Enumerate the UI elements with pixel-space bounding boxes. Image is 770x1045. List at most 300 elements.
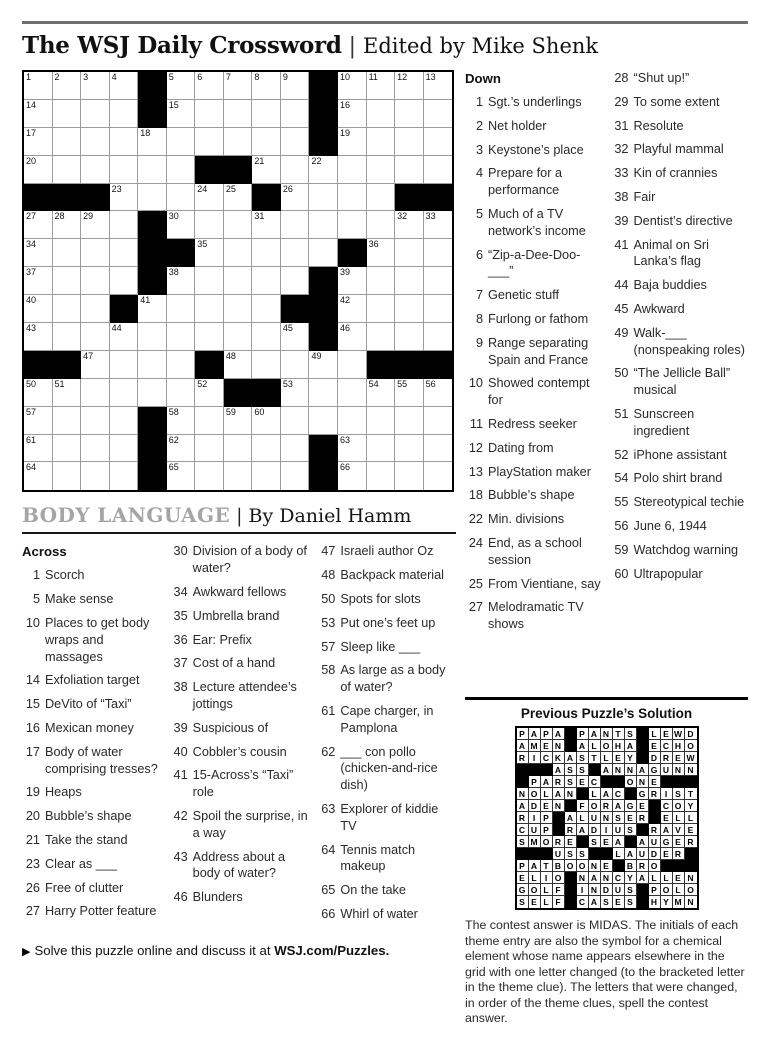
grid-cell[interactable] [24, 407, 53, 435]
grid-cell[interactable] [367, 323, 396, 351]
grid-cell[interactable] [367, 379, 396, 407]
black-square [589, 764, 601, 776]
clue-item [611, 301, 749, 318]
grid-cell[interactable] [167, 295, 196, 323]
grid-cell[interactable] [167, 128, 196, 156]
grid-cell[interactable] [53, 323, 82, 351]
grid-cell[interactable] [24, 462, 53, 490]
page-title: The WSJ Daily Crossword [22, 32, 342, 59]
grid-cell[interactable] [81, 72, 110, 100]
solution-cell: E [661, 728, 673, 740]
grid-cell[interactable] [167, 323, 196, 351]
grid-cell[interactable] [224, 211, 253, 239]
cell-number: 63 [340, 434, 351, 445]
clue-number: 30 [173, 544, 188, 559]
grid-cell[interactable] [138, 128, 167, 156]
grid-cell[interactable] [338, 184, 367, 212]
clue-text: ___ con pollo (chicken-and-rice dish) [340, 744, 438, 793]
grid-cell[interactable] [53, 379, 82, 407]
solution-cell: O [685, 740, 697, 752]
grid-cell[interactable] [338, 267, 367, 295]
solution-cell: S [577, 764, 589, 776]
grid-cell[interactable] [110, 379, 139, 407]
clue-number: 58 [321, 663, 336, 678]
grid-cell[interactable] [110, 211, 139, 239]
grid-cell[interactable] [81, 267, 110, 295]
grid-cell[interactable] [252, 156, 281, 184]
grid-cell[interactable] [138, 323, 167, 351]
black-square [565, 728, 577, 740]
grid-cell[interactable] [224, 267, 253, 295]
grid-cell[interactable] [424, 435, 453, 463]
grid-cell[interactable] [395, 295, 424, 323]
grid-cell[interactable] [424, 323, 453, 351]
grid-cell[interactable] [167, 267, 196, 295]
black-square [565, 740, 577, 752]
grid-cell[interactable] [367, 211, 396, 239]
grid-cell[interactable] [309, 351, 338, 379]
grid-cell[interactable] [224, 72, 253, 100]
grid-cell[interactable] [224, 128, 253, 156]
solution-cell: R [661, 752, 673, 764]
clue-item [22, 591, 161, 608]
grid-cell[interactable] [338, 295, 367, 323]
grid-cell[interactable] [195, 462, 224, 490]
grid-cell[interactable] [24, 435, 53, 463]
cell-number: 33 [425, 211, 436, 222]
grid-cell[interactable] [167, 407, 196, 435]
grid-cell[interactable] [53, 462, 82, 490]
grid-cell[interactable] [367, 407, 396, 435]
crossword-grid[interactable] [22, 70, 454, 492]
clue-item [611, 70, 749, 87]
grid-cell[interactable] [24, 100, 53, 128]
grid-cell[interactable] [110, 323, 139, 351]
black-square [24, 351, 53, 379]
grid-cell[interactable] [252, 72, 281, 100]
grid-cell[interactable] [309, 184, 338, 212]
grid-cell[interactable] [424, 267, 453, 295]
grid-cell[interactable] [281, 379, 310, 407]
grid-cell[interactable] [138, 295, 167, 323]
grid-cell[interactable] [24, 379, 53, 407]
grid-cell[interactable] [195, 239, 224, 267]
clue-text: Fair [633, 189, 656, 204]
clue-item [22, 903, 161, 920]
grid-cell[interactable] [252, 100, 281, 128]
solution-cell: S [577, 848, 589, 860]
grid-cell[interactable] [395, 239, 424, 267]
solution-cell: U [661, 764, 673, 776]
clue-item [170, 679, 309, 713]
clue-text: Cape charger, in Pamplona [340, 703, 434, 735]
grid-cell[interactable] [81, 435, 110, 463]
clue-item [317, 543, 456, 560]
grid-cell[interactable] [424, 72, 453, 100]
grid-cell[interactable] [367, 100, 396, 128]
grid-cell[interactable] [224, 462, 253, 490]
grid-cell[interactable] [424, 407, 453, 435]
solution-cell: D [589, 824, 601, 836]
grid-cell[interactable] [195, 184, 224, 212]
grid-cell[interactable] [338, 156, 367, 184]
grid-cell[interactable] [110, 156, 139, 184]
solution-cell: R [517, 812, 529, 824]
grid-cell[interactable] [424, 239, 453, 267]
clue-number: 9 [475, 335, 483, 350]
grid-cell[interactable] [338, 462, 367, 490]
grid-cell[interactable] [395, 407, 424, 435]
contest-note: The contest answer is MIDAS. The initials of each theme entry are also the symbol for a chemical element whose name appears elsewhere in the grid with one letter changed (to the bracketed letter in the theme clue). The letters that were changed, in order of the theme clues, spell the contest answer. [465, 918, 745, 1025]
grid-cell[interactable] [309, 156, 338, 184]
grid-cell[interactable] [195, 211, 224, 239]
clue-text: Sunscreen ingredient [633, 406, 695, 438]
grid-cell[interactable] [367, 435, 396, 463]
solution-cell: P [517, 728, 529, 740]
clue-item [465, 599, 603, 633]
grid-cell[interactable] [167, 351, 196, 379]
grid-cell[interactable] [110, 462, 139, 490]
solution-cell: U [613, 824, 625, 836]
clue-item [611, 325, 749, 359]
grid-cell[interactable] [24, 211, 53, 239]
grid-cell[interactable] [338, 351, 367, 379]
grid-cell[interactable] [367, 267, 396, 295]
grid-cell[interactable] [24, 128, 53, 156]
grid-cell[interactable] [338, 72, 367, 100]
solution-cell: L [661, 872, 673, 884]
black-square [309, 72, 338, 100]
grid-cell[interactable] [367, 156, 396, 184]
grid-cell[interactable] [281, 351, 310, 379]
solution-cell: E [601, 836, 613, 848]
black-square [673, 860, 685, 872]
clue-text: To some extent [633, 94, 720, 109]
grid-cell[interactable] [395, 128, 424, 156]
cell-number: 52 [197, 378, 208, 389]
grid-cell[interactable] [195, 128, 224, 156]
clue-item [465, 118, 603, 135]
grid-cell[interactable] [110, 435, 139, 463]
grid-cell[interactable] [224, 239, 253, 267]
solution-cell: A [553, 728, 565, 740]
grid-cell[interactable] [252, 407, 281, 435]
clue-number: 59 [614, 542, 629, 557]
grid-cell[interactable] [81, 323, 110, 351]
solution-cell: G [625, 800, 637, 812]
solution-cell: I [577, 884, 589, 896]
grid-cell[interactable] [309, 239, 338, 267]
grid-cell[interactable] [281, 462, 310, 490]
solution-cell: L [673, 884, 685, 896]
grid-cell[interactable] [252, 211, 281, 239]
grid-cell[interactable] [309, 379, 338, 407]
grid-cell[interactable] [195, 267, 224, 295]
grid-cell[interactable] [252, 239, 281, 267]
grid-cell[interactable] [281, 156, 310, 184]
clue-number: 38 [614, 189, 629, 204]
solution-cell: A [661, 824, 673, 836]
cell-number: 59 [225, 406, 236, 417]
grid-cell[interactable] [224, 323, 253, 351]
solution-cell: P [529, 776, 541, 788]
solution-cell: S [625, 728, 637, 740]
black-square [565, 896, 577, 908]
grid-cell[interactable] [252, 128, 281, 156]
solution-cell: H [613, 740, 625, 752]
solution-cell: R [553, 836, 565, 848]
cell-number: 39 [340, 267, 351, 278]
grid-cell[interactable] [367, 462, 396, 490]
grid-cell[interactable] [395, 156, 424, 184]
clue-item [611, 494, 749, 511]
grid-cell[interactable] [281, 267, 310, 295]
solution-cell: A [565, 752, 577, 764]
byline-separator: | [236, 505, 243, 528]
grid-cell[interactable] [338, 323, 367, 351]
grid-cell[interactable] [110, 267, 139, 295]
solution-cell: R [553, 776, 565, 788]
grid-cell[interactable] [367, 128, 396, 156]
grid-cell[interactable] [81, 462, 110, 490]
grid-cell[interactable] [395, 379, 424, 407]
grid-cell[interactable] [424, 128, 453, 156]
grid-cell[interactable] [395, 462, 424, 490]
grid-cell[interactable] [81, 407, 110, 435]
clue-item [465, 165, 603, 199]
clue-text: Sleep like ___ [340, 639, 421, 654]
grid-cell[interactable] [53, 295, 82, 323]
grid-cell[interactable] [367, 295, 396, 323]
cell-number: 14 [26, 99, 37, 110]
grid-cell[interactable] [24, 72, 53, 100]
grid-cell[interactable] [338, 211, 367, 239]
grid-cell[interactable] [281, 323, 310, 351]
clue-item [611, 470, 749, 487]
grid-cell[interactable] [224, 100, 253, 128]
across-clues-1 [22, 567, 161, 920]
grid-cell[interactable] [110, 184, 139, 212]
grid-cell[interactable] [252, 351, 281, 379]
clue-number: 24 [468, 535, 483, 550]
clue-number: 25 [468, 576, 483, 591]
grid-cell[interactable] [81, 100, 110, 128]
clue-item [22, 808, 161, 825]
grid-cell[interactable] [195, 323, 224, 351]
clue-number: 60 [614, 566, 629, 581]
clue-number: 14 [25, 673, 40, 688]
clue-text: Clear as ___ [45, 856, 117, 871]
across-header: Across [22, 544, 67, 560]
solution-cell: S [589, 836, 601, 848]
grid-cell[interactable] [224, 184, 253, 212]
grid-cell[interactable] [81, 239, 110, 267]
grid-cell[interactable] [309, 407, 338, 435]
grid-cell[interactable] [167, 72, 196, 100]
grid-cell[interactable] [167, 462, 196, 490]
grid-cell[interactable] [53, 435, 82, 463]
clue-item [170, 584, 309, 601]
grid-cell[interactable] [367, 72, 396, 100]
grid-cell[interactable] [224, 435, 253, 463]
grid-cell[interactable] [195, 407, 224, 435]
grid-cell[interactable] [138, 184, 167, 212]
grid-cell[interactable] [252, 462, 281, 490]
clue-text: Cost of a hand [192, 656, 276, 671]
grid-cell[interactable] [167, 435, 196, 463]
grid-cell[interactable] [24, 267, 53, 295]
grid-cell[interactable] [424, 462, 453, 490]
solution-cell: O [541, 836, 553, 848]
grid-cell[interactable] [224, 407, 253, 435]
grid-cell[interactable] [281, 435, 310, 463]
grid-cell[interactable] [167, 100, 196, 128]
grid-cell[interactable] [195, 100, 224, 128]
grid-cell[interactable] [138, 351, 167, 379]
solution-cell: S [613, 812, 625, 824]
grid-cell[interactable] [138, 379, 167, 407]
solution-cell: U [649, 836, 661, 848]
grid-cell[interactable] [252, 267, 281, 295]
solution-cell: Y [661, 896, 673, 908]
grid-cell[interactable] [81, 211, 110, 239]
grid-cell[interactable] [395, 72, 424, 100]
cell-number: 43 [26, 323, 37, 334]
clue-text: Ear: Prefix [192, 632, 252, 647]
grid-cell[interactable] [424, 295, 453, 323]
previous-solution-box [465, 697, 748, 1027]
grid-cell[interactable] [367, 184, 396, 212]
grid-cell[interactable] [424, 379, 453, 407]
grid-cell[interactable] [53, 156, 82, 184]
grid-cell[interactable] [110, 407, 139, 435]
clue-number: 65 [321, 883, 336, 898]
grid-cell[interactable] [367, 239, 396, 267]
clue-item [317, 906, 456, 923]
grid-cell[interactable] [24, 156, 53, 184]
grid-cell[interactable] [281, 100, 310, 128]
grid-cell[interactable] [53, 100, 82, 128]
grid-cell[interactable] [53, 239, 82, 267]
grid-cell[interactable] [195, 295, 224, 323]
grid-cell[interactable] [53, 211, 82, 239]
grid-cell[interactable] [395, 323, 424, 351]
grid-cell[interactable] [81, 295, 110, 323]
clue-item [465, 335, 603, 369]
grid-cell[interactable] [81, 128, 110, 156]
black-square [565, 800, 577, 812]
cell-number: 50 [26, 378, 37, 389]
grid-cell[interactable] [81, 379, 110, 407]
grid-cell[interactable] [224, 295, 253, 323]
grid-cell[interactable] [195, 379, 224, 407]
grid-cell[interactable] [281, 239, 310, 267]
clue-text: iPhone assistant [633, 447, 727, 462]
grid-cell[interactable] [395, 267, 424, 295]
clue-text: Min. divisions [488, 512, 565, 527]
down-clues-1 [465, 94, 603, 633]
solution-cell: O [601, 740, 613, 752]
grid-cell[interactable] [252, 323, 281, 351]
grid-cell[interactable] [224, 351, 253, 379]
across-column-3 [317, 543, 456, 929]
grid-cell[interactable] [309, 211, 338, 239]
grid-cell[interactable] [338, 435, 367, 463]
clue-text: Scorch [45, 568, 85, 583]
black-square [138, 72, 167, 100]
grid-cell[interactable] [53, 128, 82, 156]
grid-cell[interactable] [338, 100, 367, 128]
solution-cell: A [577, 824, 589, 836]
grid-cell[interactable] [424, 211, 453, 239]
grid-cell[interactable] [110, 128, 139, 156]
black-square [309, 435, 338, 463]
grid-cell[interactable] [395, 211, 424, 239]
cell-number: 21 [254, 155, 265, 166]
grid-cell[interactable] [252, 435, 281, 463]
clue-text: Bubble’s shape [45, 809, 132, 824]
grid-cell[interactable] [53, 267, 82, 295]
grid-cell[interactable] [338, 407, 367, 435]
grid-cell[interactable] [281, 211, 310, 239]
grid-cell[interactable] [195, 72, 224, 100]
solution-cell: V [673, 824, 685, 836]
grid-cell[interactable] [110, 72, 139, 100]
grid-cell[interactable] [138, 156, 167, 184]
grid-cell[interactable] [281, 184, 310, 212]
black-square [309, 100, 338, 128]
grid-cell[interactable] [252, 295, 281, 323]
black-square [252, 379, 281, 407]
grid-cell[interactable] [167, 379, 196, 407]
clue-item [170, 849, 309, 883]
black-square [195, 156, 224, 184]
grid-cell[interactable] [53, 407, 82, 435]
grid-cell[interactable] [81, 351, 110, 379]
clue-text: Genetic stuff [488, 288, 559, 303]
grid-cell[interactable] [195, 435, 224, 463]
grid-cell[interactable] [281, 407, 310, 435]
grid-cell[interactable] [167, 184, 196, 212]
grid-cell[interactable] [395, 100, 424, 128]
grid-cell[interactable] [24, 323, 53, 351]
cell-number: 66 [340, 462, 351, 473]
grid-cell[interactable] [424, 156, 453, 184]
clue-item [170, 889, 309, 906]
grid-cell[interactable] [24, 239, 53, 267]
grid-cell[interactable] [338, 128, 367, 156]
cell-number: 2 [54, 72, 60, 82]
grid-cell[interactable] [281, 128, 310, 156]
grid-cell[interactable] [395, 435, 424, 463]
solution-cell: C [661, 800, 673, 812]
grid-cell[interactable] [53, 72, 82, 100]
grid-cell[interactable] [110, 239, 139, 267]
clue-text: Stereotypical techie [633, 495, 745, 510]
grid-cell[interactable] [167, 211, 196, 239]
grid-cell[interactable] [110, 351, 139, 379]
clue-item [465, 440, 603, 457]
grid-cell[interactable] [110, 100, 139, 128]
grid-cell[interactable] [24, 295, 53, 323]
grid-cell[interactable] [424, 100, 453, 128]
grid-cell[interactable] [338, 379, 367, 407]
clue-number: 10 [468, 376, 483, 391]
grid-cell[interactable] [81, 156, 110, 184]
grid-cell[interactable] [167, 156, 196, 184]
grid-cell[interactable] [281, 72, 310, 100]
solution-cell: E [541, 800, 553, 812]
